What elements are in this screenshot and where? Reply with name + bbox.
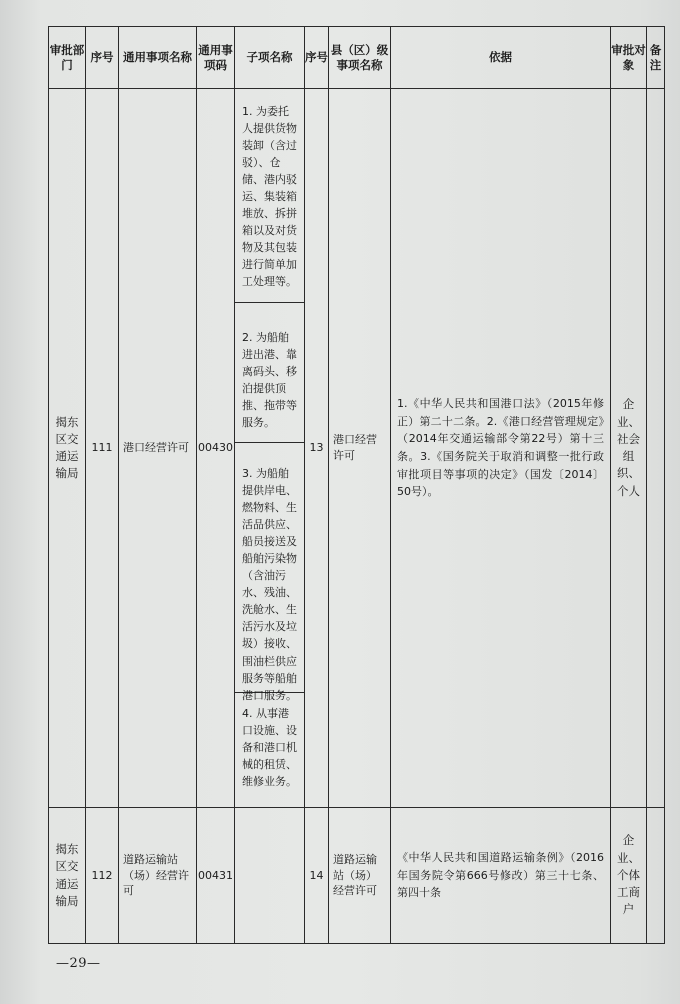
header-item-code: 通用事项码 — [197, 27, 235, 89]
item-code-cell: 00430 — [197, 89, 235, 808]
target-cell: 企业、社会组织、个人 — [611, 89, 647, 808]
county-name-cell: 道路运输站（场）经营许可 — [329, 808, 391, 944]
table-row — [49, 89, 665, 808]
header-county-seq: 序号 — [305, 27, 329, 89]
item-name-cell: 道路运输站（场）经营许可 — [119, 808, 197, 944]
seq-cell: 111 — [86, 89, 119, 808]
header-seq: 序号 — [86, 27, 119, 89]
sub-item: 1. 为委托人提供货物装卸（含过驳）、仓储、港内驳运、集装箱堆放、拆拼箱以及对货物及其包装进行简单加工处理等。 — [235, 89, 304, 303]
remark-cell — [647, 89, 665, 808]
header-item-name: 通用事项名称 — [119, 27, 197, 89]
header-remark: 备注 — [647, 27, 665, 89]
remark-cell — [647, 808, 665, 944]
dept-cell: 揭东区交通运输局 — [49, 808, 86, 944]
sub-item: 3. 为船舶提供岸电、燃物料、生活品供应、船员接送及船舶污染物（含油污水、残油、洗舱水、生活污水及垃圾）接收、围油栏供应服务等船舶港口服务。 — [235, 443, 304, 693]
header-sub-name: 子项名称 — [235, 27, 305, 89]
target-cell: 企业、个体工商户 — [611, 808, 647, 944]
item-name-cell: 港口经营许可 — [119, 89, 197, 808]
header-basis: 依据 — [391, 27, 611, 89]
sub-items-cell — [235, 89, 305, 808]
sub-items-cell — [235, 808, 305, 944]
county-name-cell: 港口经营许可 — [329, 89, 391, 808]
page-number: —29— — [56, 956, 101, 971]
item-code-cell: 00431 — [197, 808, 235, 944]
sub-item: 2. 为船舶进出港、靠离码头、移泊提供顶推、拖带等服务。 — [235, 303, 304, 443]
approval-items-table — [48, 26, 665, 944]
seq-cell: 112 — [86, 808, 119, 944]
header-row — [49, 27, 665, 89]
basis-cell: 1.《中华人民共和国港口法》（2015年修正）第二十二条。2.《港口经营管理规定》（2014年交通运输部令第22号）第十三条。3.《国务院关于取消和调整一批行政审批项目等事项的决定》（国发〔2014〕50号）。 — [391, 89, 611, 808]
dept-cell: 揭东区交通运输局 — [49, 89, 86, 808]
header-dept: 审批部门 — [49, 27, 86, 89]
basis-cell: 《中华人民共和国道路运输条例》（2016年国务院令第666号修改）第三十七条、第四十条 — [391, 808, 611, 944]
table-row — [49, 808, 665, 944]
header-target: 审批对象 — [611, 27, 647, 89]
county-seq-cell: 14 — [305, 808, 329, 944]
header-county-name: 县（区）级事项名称 — [329, 27, 391, 89]
county-seq-cell: 13 — [305, 89, 329, 808]
sub-item: 4. 从事港口设施、设备和港口机械的租赁、维修业务。 — [242, 707, 297, 789]
